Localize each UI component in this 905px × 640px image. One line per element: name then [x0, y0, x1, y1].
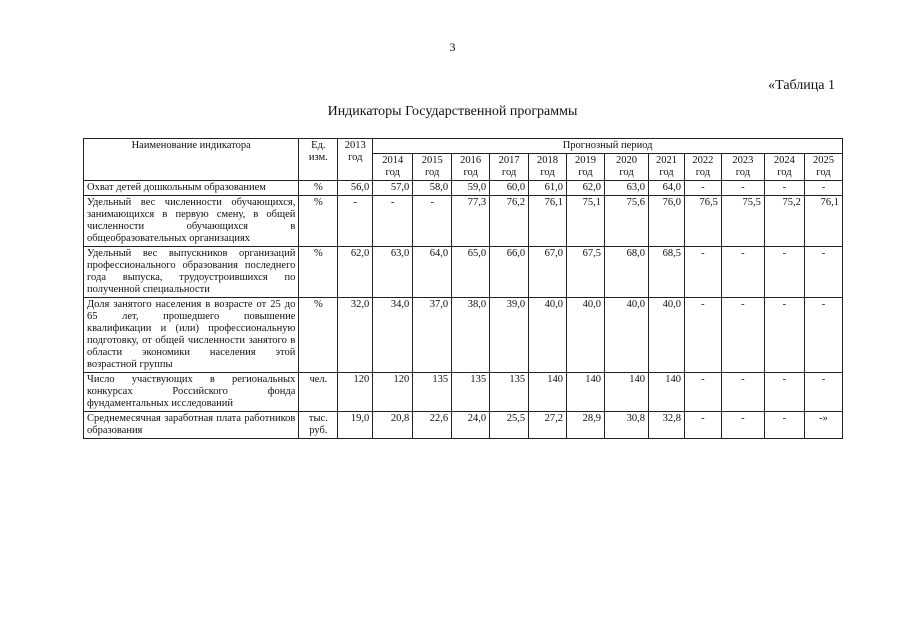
- header-year-word: год: [540, 167, 555, 178]
- indicator-value: 68,0: [604, 247, 648, 298]
- indicator-value: 27,2: [529, 412, 567, 439]
- indicator-value: 76,1: [804, 196, 842, 247]
- indicator-value: 38,0: [452, 298, 490, 373]
- indicator-value: 32,8: [649, 412, 685, 439]
- header-year-number: 2017: [498, 155, 520, 166]
- indicator-value: 39,0: [490, 298, 529, 373]
- header-year-word: год: [463, 167, 478, 178]
- indicator-unit: тыс. руб.: [299, 412, 338, 439]
- indicator-value: 34,0: [373, 298, 413, 373]
- indicator-value: 65,0: [452, 247, 490, 298]
- header-year-2020: [604, 154, 648, 181]
- header-unit: Ед. изм.: [299, 139, 338, 181]
- header-year-number: 2018: [537, 155, 559, 166]
- header-year-word: год: [501, 167, 517, 178]
- table-row: [84, 181, 843, 196]
- indicator-value: -: [413, 196, 452, 247]
- indicator-value: -: [721, 373, 764, 412]
- header-year-2017: [490, 154, 529, 181]
- indicator-value: 22,6: [413, 412, 452, 439]
- indicator-value: 67,5: [567, 247, 605, 298]
- indicator-value: 63,0: [373, 247, 413, 298]
- indicator-name: Удельный вес численности обучающихся, занимающихся в первую смену, в общей численности обучающихся в общеобразовательных организациях: [84, 196, 299, 247]
- indicator-value: -: [721, 247, 764, 298]
- page-number: 3: [449, 40, 456, 54]
- header-year-word: год: [385, 167, 400, 178]
- indicator-name: Число участвующих в региональных конкурсах Российского фонда фундаментальных исследований: [84, 373, 299, 412]
- indicator-value: 56,0: [338, 181, 373, 196]
- indicator-value: 32,0: [338, 298, 373, 373]
- header-year-number: 2023: [732, 155, 754, 166]
- indicator-value: -: [373, 196, 413, 247]
- indicator-value: 40,0: [529, 298, 567, 373]
- header-forecast: Прогнозный период: [373, 139, 843, 154]
- indicator-value: 76,1: [529, 196, 567, 247]
- indicator-unit: чел.: [299, 373, 338, 412]
- indicator-value: 40,0: [567, 298, 605, 373]
- header-year-word: год: [425, 167, 440, 178]
- indicator-value: 62,0: [567, 181, 605, 196]
- indicator-value: 28,9: [567, 412, 605, 439]
- table-row: [84, 298, 843, 373]
- header-year-2023: [721, 154, 764, 181]
- header-year-2014: [373, 154, 413, 181]
- header-year-2016: [452, 154, 490, 181]
- header-year-2025: [804, 154, 842, 181]
- indicator-value: 140: [604, 373, 648, 412]
- header-year-2022: [684, 154, 721, 181]
- indicator-value: -: [721, 298, 764, 373]
- indicator-unit: %: [299, 181, 338, 196]
- header-year-number: 2024: [773, 155, 795, 166]
- indicator-value: -: [684, 412, 721, 439]
- indicator-unit: %: [299, 196, 338, 247]
- indicator-value: -: [804, 373, 842, 412]
- indicator-value: 64,0: [649, 181, 685, 196]
- header-year-word: год: [578, 167, 593, 178]
- document-title: Индикаторы Государственной программы: [327, 104, 578, 119]
- indicator-value: -: [684, 181, 721, 196]
- indicator-value: 135: [413, 373, 452, 412]
- indicator-name: Охват детей дошкольным образованием: [84, 181, 299, 196]
- indicator-value: 62,0: [338, 247, 373, 298]
- indicator-value: 64,0: [413, 247, 452, 298]
- header-year-number: 2014: [382, 155, 404, 166]
- indicator-value: 76,2: [490, 196, 529, 247]
- indicator-value: -: [338, 196, 373, 247]
- indicator-value: 75,1: [567, 196, 605, 247]
- header-year-2018: [529, 154, 567, 181]
- indicator-value: 20,8: [373, 412, 413, 439]
- indicator-value: 120: [338, 373, 373, 412]
- indicator-value: 19,0: [338, 412, 373, 439]
- indicator-value: 30,8: [604, 412, 648, 439]
- indicator-value: -: [721, 412, 764, 439]
- indicator-value: 140: [649, 373, 685, 412]
- header-year-2021: [649, 154, 685, 181]
- indicator-value: 60,0: [490, 181, 529, 196]
- indicator-value: 57,0: [373, 181, 413, 196]
- indicator-value: 135: [452, 373, 490, 412]
- header-name: Наименование индикатора: [84, 139, 299, 181]
- indicator-value: 66,0: [490, 247, 529, 298]
- indicator-value: 67,0: [529, 247, 567, 298]
- indicator-value: -: [764, 181, 804, 196]
- indicator-value: 61,0: [529, 181, 567, 196]
- table-row: [84, 412, 843, 439]
- header-year-word: год: [816, 167, 831, 178]
- indicator-value: 140: [529, 373, 567, 412]
- indicator-value: -: [684, 298, 721, 373]
- indicator-value: 68,5: [649, 247, 685, 298]
- indicator-value: 140: [567, 373, 605, 412]
- header-row-1: [84, 139, 843, 154]
- indicator-unit: %: [299, 298, 338, 373]
- header-year-number: 2021: [655, 155, 677, 166]
- header-base-year: 2013 год: [338, 139, 373, 181]
- indicator-value: 75,2: [764, 196, 804, 247]
- indicator-value: -: [764, 247, 804, 298]
- header-year-2024: [764, 154, 804, 181]
- indicator-value: 75,5: [721, 196, 764, 247]
- indicator-name: Удельный вес выпускников организаций профессионального образования последнего года выпуска, трудоустроившихся по полученной специальности: [84, 247, 299, 298]
- header-year-word: год: [777, 167, 792, 178]
- header-year-word: год: [619, 167, 634, 178]
- indicator-value: 59,0: [452, 181, 490, 196]
- table-row: [84, 373, 843, 412]
- indicator-value: 37,0: [413, 298, 452, 373]
- indicator-value: -: [804, 247, 842, 298]
- indicator-value: 135: [490, 373, 529, 412]
- indicator-value: 24,0: [452, 412, 490, 439]
- indicator-value: 75,6: [604, 196, 648, 247]
- table-row: [84, 247, 843, 298]
- indicator-value: 76,5: [684, 196, 721, 247]
- indicator-value: 77,3: [452, 196, 490, 247]
- indicator-unit: %: [299, 247, 338, 298]
- indicator-name: Среднемесячная заработная плата работников образования: [84, 412, 299, 439]
- table-row: [84, 196, 843, 247]
- header-year-2019: [567, 154, 605, 181]
- header-year-word: год: [735, 167, 751, 178]
- indicator-value: -: [804, 181, 842, 196]
- header-year-number: 2020: [616, 155, 637, 166]
- indicators-table: [83, 138, 843, 439]
- indicator-value: 40,0: [649, 298, 685, 373]
- indicator-value: -: [764, 373, 804, 412]
- indicator-value: 76,0: [649, 196, 685, 247]
- header-year-word: год: [659, 167, 674, 178]
- header-year-number: 2019: [574, 155, 596, 166]
- header-year-word: год: [695, 167, 711, 178]
- indicator-value: 120: [373, 373, 413, 412]
- table-body: [84, 181, 843, 439]
- indicator-value: 25,5: [490, 412, 529, 439]
- indicator-value: -: [764, 298, 804, 373]
- header-year-number: 2022: [692, 155, 714, 166]
- indicator-name: Доля занятого населения в возрасте от 25 до 65 лет, прошедшего повышение квалификации и (или) профессиональную подготовку, от общей численности занятого в области экономики населения этой возрастной группы: [84, 298, 299, 373]
- indicator-value: -: [684, 247, 721, 298]
- indicator-value: 58,0: [413, 181, 452, 196]
- indicator-value: -: [684, 373, 721, 412]
- header-year-number: 2025: [812, 155, 834, 166]
- indicator-value: 40,0: [604, 298, 648, 373]
- indicator-value: -: [764, 412, 804, 439]
- table-label: «Таблица 1: [768, 78, 835, 93]
- indicator-value: -: [721, 181, 764, 196]
- header-year-number: 2016: [460, 155, 482, 166]
- header-year-2015: [413, 154, 452, 181]
- indicator-value: -»: [804, 412, 842, 439]
- indicator-value: 63,0: [604, 181, 648, 196]
- indicator-value: -: [804, 298, 842, 373]
- header-year-number: 2015: [421, 155, 443, 166]
